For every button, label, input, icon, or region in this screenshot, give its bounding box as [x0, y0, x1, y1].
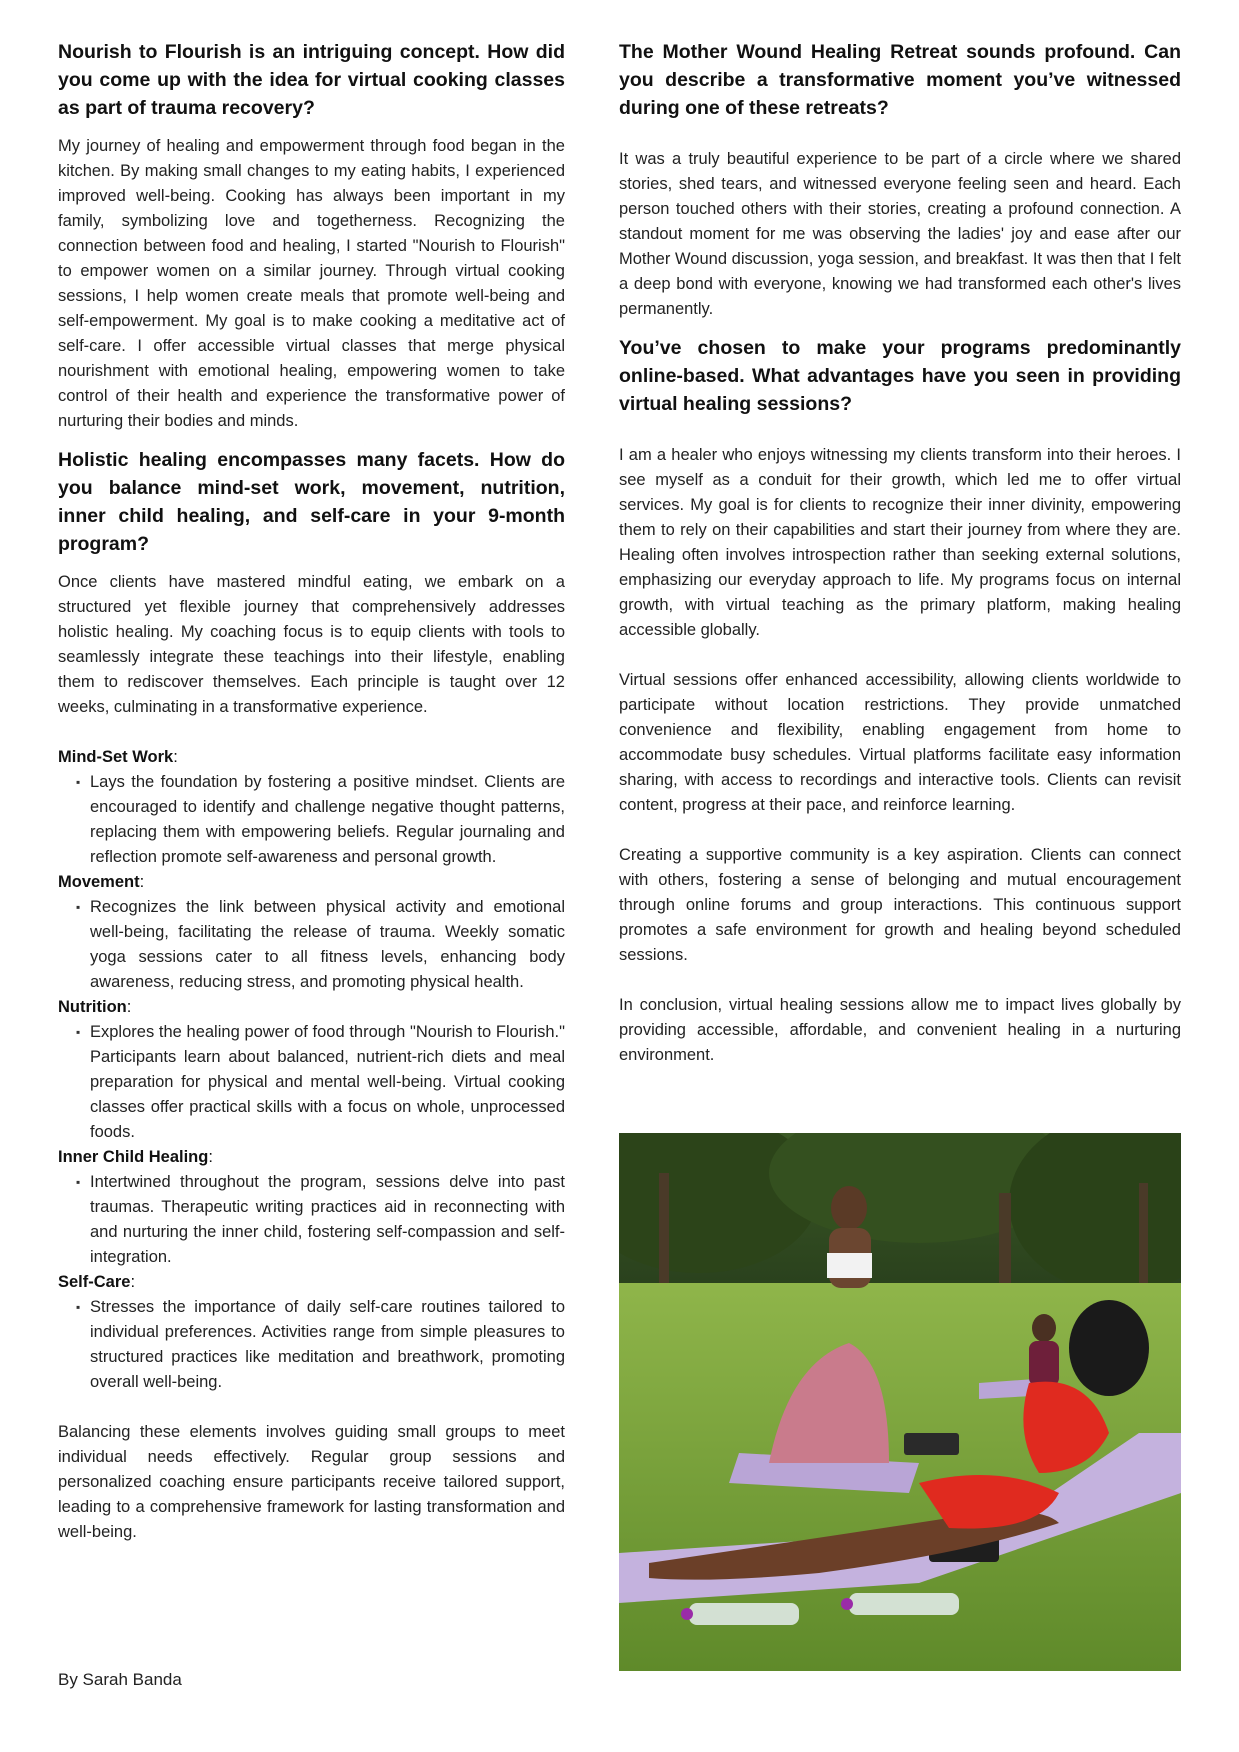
question-mother-wound-retreat: The Mother Wound Healing Retreat sounds profound. Can you describe a transformative moment you’ve witnessed during one of these retreats?	[619, 41, 1181, 119]
section-title: Nutrition	[58, 998, 127, 1016]
yoga-block	[904, 1433, 959, 1455]
section-movement: Movement: ▪ Recognizes the link between physical activity and emotional well-being, facilitating the release of trauma. Weekly somatic yoga sessions cater to all fitness levels, enhancing body awareness, reducing stress, and promoting physical health.	[58, 870, 565, 995]
right-column	[619, 38, 1181, 1068]
answer-paragraph-conclusion: In conclusion, virtual healing sessions allow me to impact lives globally by providing accessible, affordable, and convenient healing in a nurturing environment.	[619, 996, 1181, 1064]
section-title: Mind-Set Work	[58, 748, 174, 766]
answer-nourish-to-flourish: My journey of healing and empowerment through food began in the kitchen. By making small changes to my eating habits, I experienced improved well-being. Cooking has always been important in my family, symbolizing love and togetherness. Recognizing the connection between food and healing, I started "Nourish to Flourish" to empower women on a similar journey. Through virtual cooking sessions, I help women create meals that promote well-being and self-empowerment. My goal is to make cooking a meditative act of self-care. I offer accessible virtual classes that merge physical nourishment with emotional healing, empowering women to take control of their health and experience the transformative power of nurturing their bodies and minds.	[58, 137, 565, 430]
question-holistic-healing: Holistic healing encompasses many facets. How do you balance mind-set work, movement, nutrition, inner child healing, and self-care in your 9-month program?	[58, 449, 565, 555]
section-bullet: ▪ Stresses the importance of daily self-care routines tailored to individual preferences. Activities range from simple pleasures to structured practices like meditation and breathwork, promoting overall well-being.	[58, 1295, 565, 1395]
water-bottle	[849, 1593, 959, 1615]
section-title: Movement	[58, 873, 140, 891]
person-background	[1032, 1314, 1056, 1342]
answer-paragraph-healer: I am a healer who enjoys witnessing my clients transform into their heroes. I see myself as a conduit for their growth, which led me to offer virtual services. My goal is for clients to recognize their inner divinity, empowering them to rely on their capabilities and start their journey from where they are. Healing often involves introspection rather than seeking external solutions, emphasizing our everyday approach to life. My programs focus on internal growth, with virtual teaching as the primary platform, making healing accessible globally.	[619, 446, 1181, 639]
section-nutrition: Nutrition: ▪ Explores the healing power of food through "Nourish to Flourish." Participants learn about balanced, nutrient-rich diets and meal preparation for physical and mental well-being. Virtual cooking classes offer practical skills with a focus on whole, unprocessed foods.	[58, 995, 565, 1145]
answer-holistic-healing: Once clients have mastered mindful eating, we embark on a structured yet flexible journey that comprehensively addresses holistic healing. My coaching focus is to equip clients with tools to seamlessly integrate these teachings into their lifestyle, enabling them to rediscover themselves. Each principle is taught over 12 weeks, culminating in a transformative experience.	[58, 573, 565, 716]
section-mind-set-work: Mind-Set Work: ▪ Lays the foundation by fostering a positive mindset. Clients are encouraged to identify and challenge negative thought patterns, replacing them with empowering beliefs. Regular journaling and reflection promote self-awareness and personal growth.	[58, 745, 565, 870]
section-self-care: Self-Care: ▪ Stresses the importance of daily self-care routines tailored to individual preferences. Activities range from simple pleasures to structured practices like meditation and breathwork, promoting overall well-being.	[58, 1270, 565, 1395]
section-bullet: ▪ Explores the healing power of food through "Nourish to Flourish." Participants learn about balanced, nutrient-rich diets and meal preparation for physical and mental well-being. Virtual cooking classes offer practical skills with a focus on whole, unprocessed foods.	[58, 1020, 565, 1145]
yoga-retreat-photo	[619, 1133, 1181, 1671]
water-bottle	[689, 1603, 799, 1625]
answer-mother-wound-retreat: It was a truly beautiful experience to be part of a circle where we shared stories, shed tears, and witnessed everyone feeling seen and heard. Each person touched others with their stories, creating a profound connection. A standout moment for me was observing the ladies' joy and ease after our Mother Wound discussion, yoga session, and breakfast. It was then that I felt a deep bond with everyone, knowing we had transformed each other's lives permanently.	[619, 150, 1181, 318]
question-online-programs: You’ve chosen to make your programs predominantly online-based. What advantages have you seen in providing virtual healing sessions?	[619, 337, 1181, 415]
section-inner-child-healing: Inner Child Healing: ▪ Intertwined throughout the program, sessions delve into past traumas. Therapeutic writing practices aid in reconnecting with and nurturing the inner child, fostering self-compassion and self-integration.	[58, 1145, 565, 1270]
question-nourish-to-flourish: Nourish to Flourish is an intriguing concept. How did you come up with the idea for virtual cooking classes as part of trauma recovery?	[58, 41, 565, 119]
left-column	[58, 38, 565, 1545]
section-bullet: ▪ Intertwined throughout the program, sessions delve into past traumas. Therapeutic writing practices aid in reconnecting with and nurturing the inner child, fostering self-compassion and self-integration.	[58, 1170, 565, 1270]
section-bullet: ▪ Recognizes the link between physical activity and emotional well-being, facilitating the release of trauma. Weekly somatic yoga sessions cater to all fitness levels, enhancing body awareness, reducing stress, and promoting physical health.	[58, 895, 565, 995]
section-title: Inner Child Healing	[58, 1148, 209, 1166]
park-scene-illustration	[619, 1133, 1181, 1671]
answer-paragraph-community: Creating a supportive community is a key aspiration. Clients can connect with others, fostering a sense of belonging and mutual encouragement through online forums and group interactions. This continuous support promotes a safe environment for growth and healing beyond scheduled sessions.	[619, 846, 1181, 964]
answer-paragraph-accessibility: Virtual sessions offer enhanced accessibility, allowing clients worldwide to participate without location restrictions. They provide unmatched convenience and flexibility, enabling engagement from home to accommodate busy schedules. Virtual platforms facilitate easy information sharing, with access to recordings and interactive tools. Clients can revisit content, progress at their pace, and reinforce learning.	[619, 671, 1181, 814]
section-title: Self-Care	[58, 1273, 131, 1291]
closing-paragraph: Balancing these elements involves guiding small groups to meet individual needs effectively. Regular group sessions and personalized coaching ensure participants receive tailored support, leading to a comprehensive framework for lasting transformation and well-being.	[58, 1423, 565, 1541]
section-bullet: ▪ Lays the foundation by fostering a positive mindset. Clients are encouraged to identify and challenge negative thought patterns, replacing them with empowering beliefs. Regular journaling and reflection promote self-awareness and personal growth.	[58, 770, 565, 870]
author-byline: By Sarah Banda	[58, 1670, 182, 1689]
person-seated	[831, 1186, 867, 1230]
